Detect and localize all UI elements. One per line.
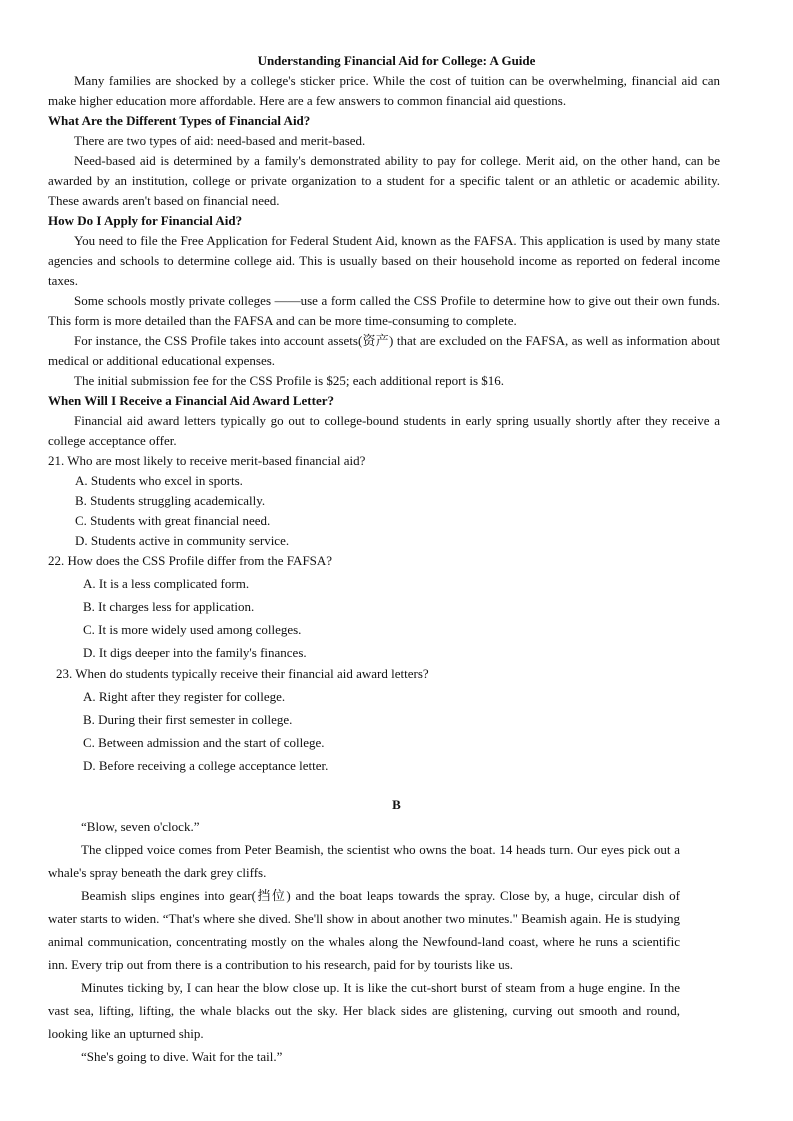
question-21-option: A. Students who excel in sports. [75, 473, 243, 488]
paragraph-award-letters: Financial aid award letters typically go out to college-bound students in early spring usually shortly after they receive a college acceptance offer. [48, 413, 720, 448]
question-23-option: B. During their first semester in college. [83, 712, 293, 727]
question-22: 22. How does the CSS Profile differ from the FAFSA? [48, 553, 333, 568]
question-21-option: B. Students struggling academically. [75, 493, 266, 508]
question-23-option: A. Right after they register for college. [83, 689, 286, 704]
question-23: 23. When do students typically receive their financial aid award letters? [56, 666, 429, 681]
paragraph-need-based: Need-based aid is determined by a family's demonstrated ability to pay for college. Merit aid, on the other hand, can be awarded by an institution, college or private organization to a student for a specific talent or an athletic or academic ability. These awards aren't based on financial need. [48, 153, 720, 208]
question-23-option: D. Before receiving a college acceptance letter. [83, 758, 329, 773]
paragraph-css-profile: Some schools mostly private colleges ——use a form called the CSS Profile to determine how to give out their own funds. This form is more detailed than the FAFSA and can be more time-consuming to complete. [48, 293, 720, 328]
heading-how-to-apply: How Do I Apply for Financial Aid? [48, 213, 243, 228]
passage-b-paragraph: The clipped voice comes from Peter Beamish, the scientist who owns the boat. 14 heads turn. Our eyes pick out a whale's spray beneath the dark grey cliffs. [48, 842, 680, 880]
paragraph-fafsa: You need to file the Free Application for Federal Student Aid, known as the FAFSA. This application is used by many state agencies and schools to determine college aid. This is usually based on their household income as reported on federal income taxes. [48, 233, 720, 288]
question-21-option: C. Students with great financial need. [75, 513, 271, 528]
intro-paragraph: Many families are shocked by a college's sticker price. While the cost of tuition can be overwhelming, financial aid can make higher education more affordable. Here are a few answers to common financial aid questions. [48, 73, 720, 108]
paragraph-two-types: There are two types of aid: need-based and merit-based. [74, 133, 366, 148]
question-22-option: D. It digs deeper into the family's finances. [83, 645, 307, 660]
question-23-option: C. Between admission and the start of college. [83, 735, 325, 750]
question-22-option: B. It charges less for application. [83, 599, 255, 614]
passage-b-paragraph: Beamish slips engines into gear(挡位) and the boat leaps towards the spray. Close by, a huge, circular dish of water starts to widen. “That's where she dived. She'll show in about another two minutes." Beamish again. He is studying animal communication, concentrating mostly on the whales along the Newfound-land coast, where he runs a scientific inn. Every trip out from there is a contribution to his research, paid for by tourists like us. [48, 888, 680, 972]
question-22-option: C. It is more widely used among colleges. [83, 622, 302, 637]
passage-b-line: “She's going to dive. Wait for the tail.” [81, 1049, 283, 1064]
paragraph-fee: The initial submission fee for the CSS Profile is $25; each additional report is $16. [74, 373, 505, 388]
question-21-option: D. Students active in community service. [75, 533, 290, 548]
heading-award-letter: When Will I Receive a Financial Aid Award Letter? [48, 393, 334, 408]
passage-b-line: “Blow, seven o'clock.” [81, 819, 200, 834]
document-title: Understanding Financial Aid for College: A Guide [257, 53, 536, 68]
section-b-heading: B [392, 797, 401, 812]
heading-types-of-aid: What Are the Different Types of Financial Aid? [48, 113, 311, 128]
paragraph-assets: For instance, the CSS Profile takes into account assets(资产) that are excluded on the FAFSA, as well as information about medical or additional educational expenses. [48, 333, 720, 368]
passage-b-paragraph: Minutes ticking by, I can hear the blow close up. It is like the cut-short burst of steam from a huge engine. In the vast sea, lifting, lifting, the whale blacks out the sky. Her black sides are glistening, curving out smooth and round, looking like an upturned ship. [48, 980, 680, 1041]
question-21: 21. Who are most likely to receive merit-based financial aid? [48, 453, 366, 468]
question-22-option: A. It is a less complicated form. [83, 576, 250, 591]
